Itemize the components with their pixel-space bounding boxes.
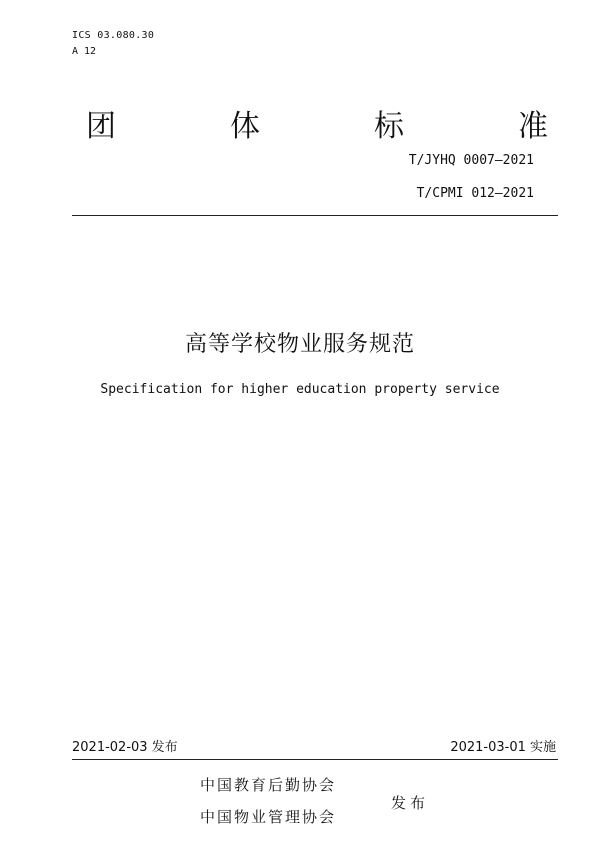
ics-code: ICS 03.080.30 bbox=[72, 30, 155, 41]
publisher-org-1: 中国教育后勤协会 bbox=[200, 776, 337, 794]
publish-label: 发布 bbox=[391, 794, 430, 812]
footer-divider bbox=[72, 759, 558, 760]
implementation-date: 2021-03-01 实施 bbox=[450, 740, 556, 755]
title-chinese: 高等学校物业服务规范 bbox=[184, 332, 415, 357]
doc-type-char: 体 bbox=[230, 109, 260, 144]
document-type-heading bbox=[86, 110, 548, 144]
issue-date: 2021-02-03 发布 bbox=[72, 740, 178, 755]
title-english: Specification for higher education property service bbox=[100, 382, 500, 397]
standard-code-primary: T/JYHQ 0007—2021 bbox=[408, 153, 534, 168]
classification-code: A 12 bbox=[72, 46, 97, 57]
doc-type-char: 团 bbox=[86, 109, 116, 144]
publisher-org-2: 中国物业管理协会 bbox=[200, 808, 337, 826]
header-divider bbox=[72, 215, 558, 216]
standard-code-secondary: T/CPMI 012—2021 bbox=[416, 186, 534, 201]
doc-type-char: 准 bbox=[518, 109, 548, 144]
doc-type-char: 标 bbox=[374, 109, 404, 144]
